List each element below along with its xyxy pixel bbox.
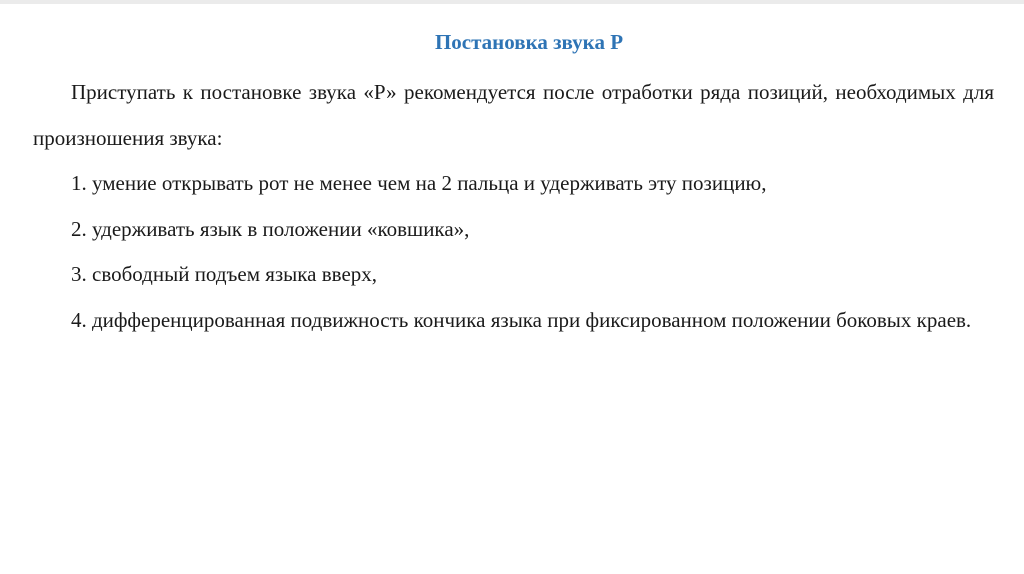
slide-body: [33, 70, 994, 343]
slide-title: Постановка звука Р: [434, 30, 624, 54]
top-divider: [0, 0, 1024, 4]
intro-paragraph: Приступать к постановке звука «Р» рекомендуется после отработки ряда позиций, необходимых для произношения звука:: [33, 80, 994, 150]
list-item-3: 3. свободный подъем языка вверх,: [71, 262, 378, 286]
list-item-4: 4. дифференцированная подвижность кончика языка при фиксированном положении боковых краев.: [71, 307, 972, 332]
list-item-1: 1. умение открывать рот не менее чем на 2 пальца и удерживать эту позицию,: [71, 171, 767, 195]
list-item-2: 2. удерживать язык в положении «ковшика»,: [71, 216, 470, 241]
